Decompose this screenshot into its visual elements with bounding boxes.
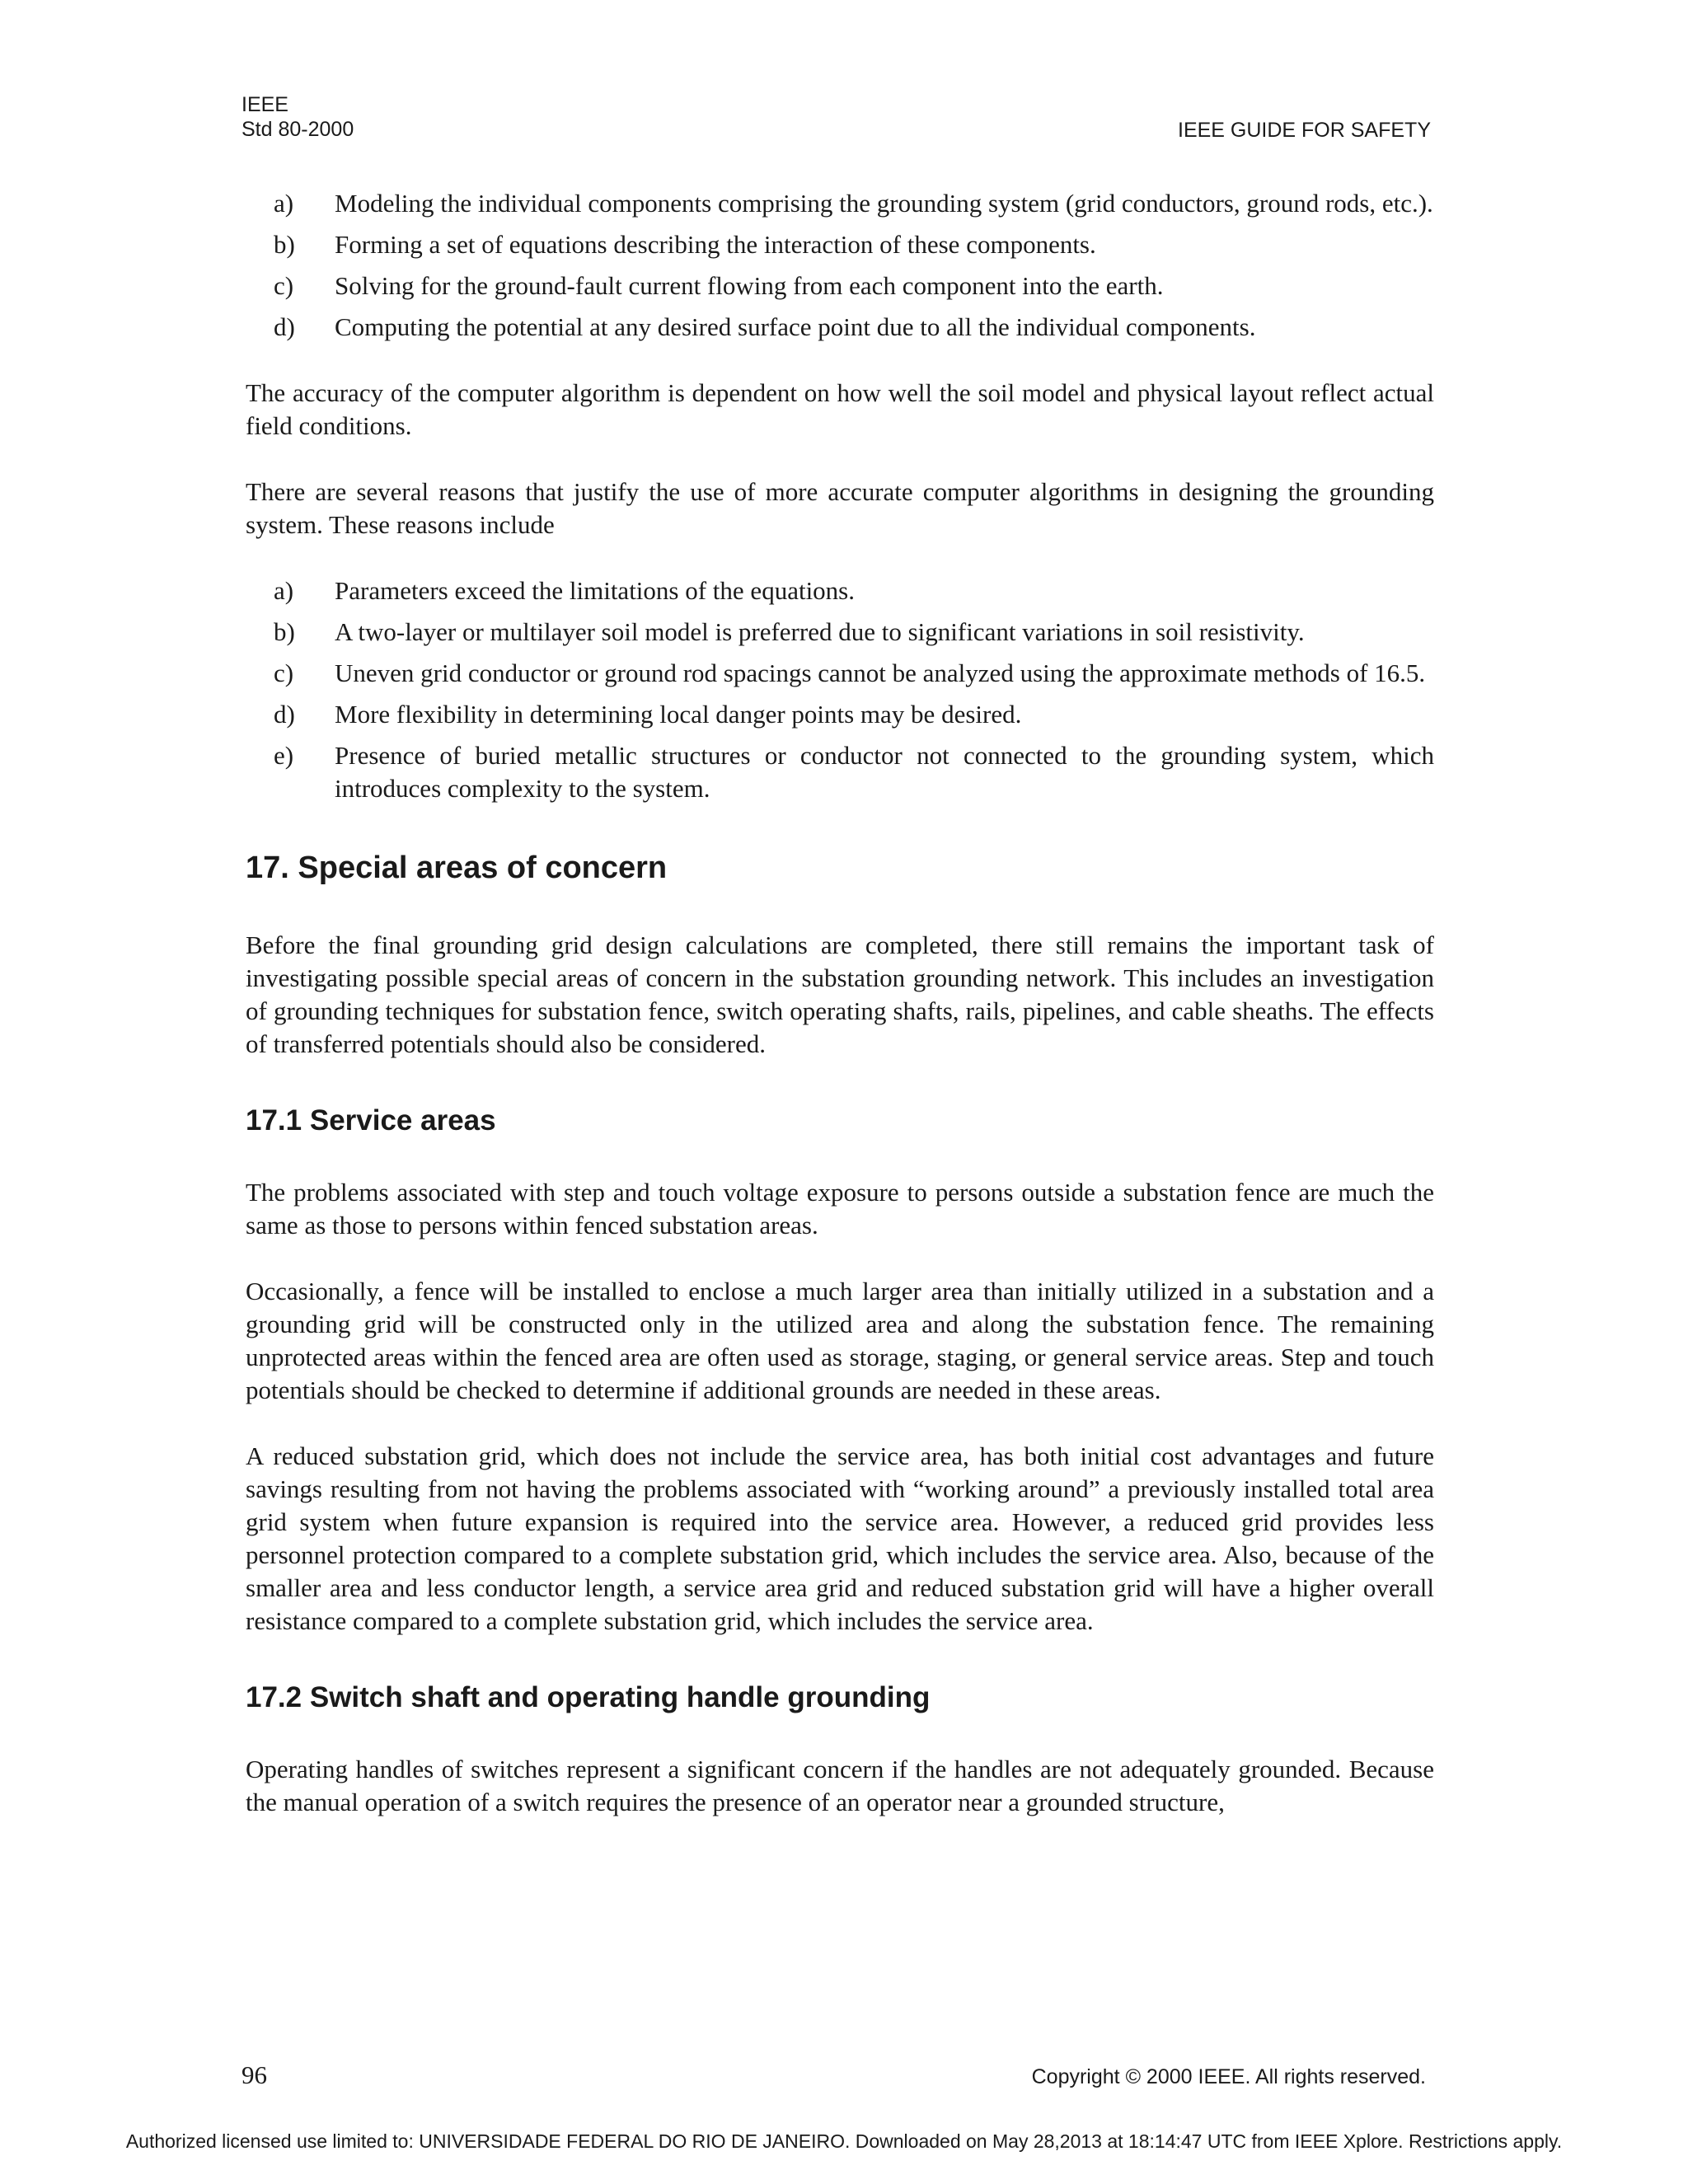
running-header-left bbox=[241, 92, 354, 142]
list-text: Uneven grid conductor or ground rod spacings cannot be analyzed using the approximate methods of 16.5. bbox=[335, 658, 1426, 687]
list-marker: c) bbox=[274, 658, 294, 687]
list-item bbox=[246, 574, 1434, 607]
list-item bbox=[246, 616, 1434, 649]
header-standard-number: Std 80-2000 bbox=[241, 118, 354, 141]
paragraph-accuracy: The accuracy of the computer algorithm is dependent on how well the soil model and physical layout reflect actual field conditions. bbox=[246, 378, 1434, 440]
copyright-notice: Copyright © 2000 IEEE. All rights reserved. bbox=[1031, 2065, 1426, 2088]
list-text: Computing the potential at any desired surface point due to all the individual components. bbox=[335, 312, 1256, 341]
paragraph-reasons-intro: There are several reasons that justify the use of more accurate computer algorithms in designing the grounding system. These reasons include bbox=[246, 477, 1434, 539]
list-item bbox=[246, 187, 1434, 220]
section-17-1-paragraph: Occasionally, a fence will be installed to enclose a much larger area than initially utilized in a substation and a grounding grid will be constructed only in the utilized area and along the substation fence. The remaining unprotected areas within the fenced area are often used as storage, staging, or general service areas. Step and touch potentials should be checked to determine if additional grounds are needed in these areas. bbox=[246, 1277, 1434, 1404]
list-text: Modeling the individual components comprising the grounding system (grid conductors, ground rods, etc.). bbox=[335, 189, 1433, 218]
list-item bbox=[246, 228, 1434, 261]
license-notice: Authorized licensed use limited to: UNIVERSIDADE FEDERAL DO RIO DE JANEIRO. Downloaded on May 28,2013 at 18:14:47 UTC from IEEE Xplore. Restrictions apply. bbox=[125, 2130, 1563, 2152]
header-title: IEEE GUIDE FOR SAFETY bbox=[1178, 119, 1431, 142]
list-item bbox=[246, 698, 1434, 731]
section-17-heading: 17. Special areas of concern bbox=[246, 851, 668, 885]
list-marker: d) bbox=[274, 700, 295, 729]
list-marker: a) bbox=[274, 576, 294, 605]
list-marker: a) bbox=[274, 189, 294, 218]
section-17-1-heading: 17.1 Service areas bbox=[246, 1104, 496, 1137]
list-item bbox=[246, 269, 1434, 302]
list-item bbox=[246, 657, 1434, 690]
page-body bbox=[246, 187, 1434, 1819]
list-text: More flexibility in determining local danger points may be desired. bbox=[335, 700, 1022, 729]
list-text: Parameters exceed the limitations of the equations. bbox=[335, 576, 855, 605]
section-17-2-paragraph: Operating handles of switches represent a significant concern if the handles are not adequately grounded. Because the manual operation of a switch requires the presence of an operator near a grounded structure, bbox=[246, 1755, 1434, 1816]
list-text: Presence of buried metallic structures or conductor not connected to the grounding system, which introduces complexity to the system. bbox=[335, 741, 1434, 803]
list-marker: b) bbox=[274, 230, 295, 259]
list-marker: d) bbox=[274, 312, 295, 341]
section-17-1-paragraph: The problems associated with step and touch voltage exposure to persons outside a substation fence are much the same as those to persons within fenced substation areas. bbox=[246, 1178, 1434, 1240]
list-text: A two-layer or multilayer soil model is preferred due to significant variations in soil resistivity. bbox=[335, 617, 1305, 646]
reasons-list bbox=[246, 574, 1434, 805]
section-17-2-heading: 17.2 Switch shaft and operating handle grounding bbox=[246, 1681, 931, 1713]
section-17-paragraph: Before the final grounding grid design calculations are completed, there still remains the important task of investigating possible special areas of concern in the substation grounding network. This includes an investigation of grounding techniques for substation fence, switch operating shafts, rails, pipelines, and cable sheaths. The effects of transferred potentials should also be considered. bbox=[246, 930, 1434, 1058]
list-marker: b) bbox=[274, 617, 295, 646]
list-marker: c) bbox=[274, 271, 294, 300]
algorithm-steps-list bbox=[246, 187, 1434, 344]
header-org: IEEE bbox=[241, 93, 288, 116]
list-text: Forming a set of equations describing the interaction of these components. bbox=[335, 230, 1096, 259]
list-item bbox=[246, 739, 1434, 805]
list-marker: e) bbox=[274, 741, 294, 770]
list-item bbox=[246, 311, 1434, 344]
section-17-1-paragraph: A reduced substation grid, which does not include the service area, has both initial cost advantages and future savings resulting from not having the problems associated with “working around” a previously installed total area grid system when future expansion is required into the service area. However, a reduced grid provides less personnel protection compared to a complete substation grid, which includes the service area. Also, because of the smaller area and less conductor length, a service area grid and reduced substation grid will have a higher overall resistance compared to a complete substation grid, which includes the service area. bbox=[246, 1441, 1434, 1635]
list-text: Solving for the ground-fault current flowing from each component into the earth. bbox=[335, 271, 1164, 300]
page-number: 96 bbox=[241, 2060, 267, 2089]
